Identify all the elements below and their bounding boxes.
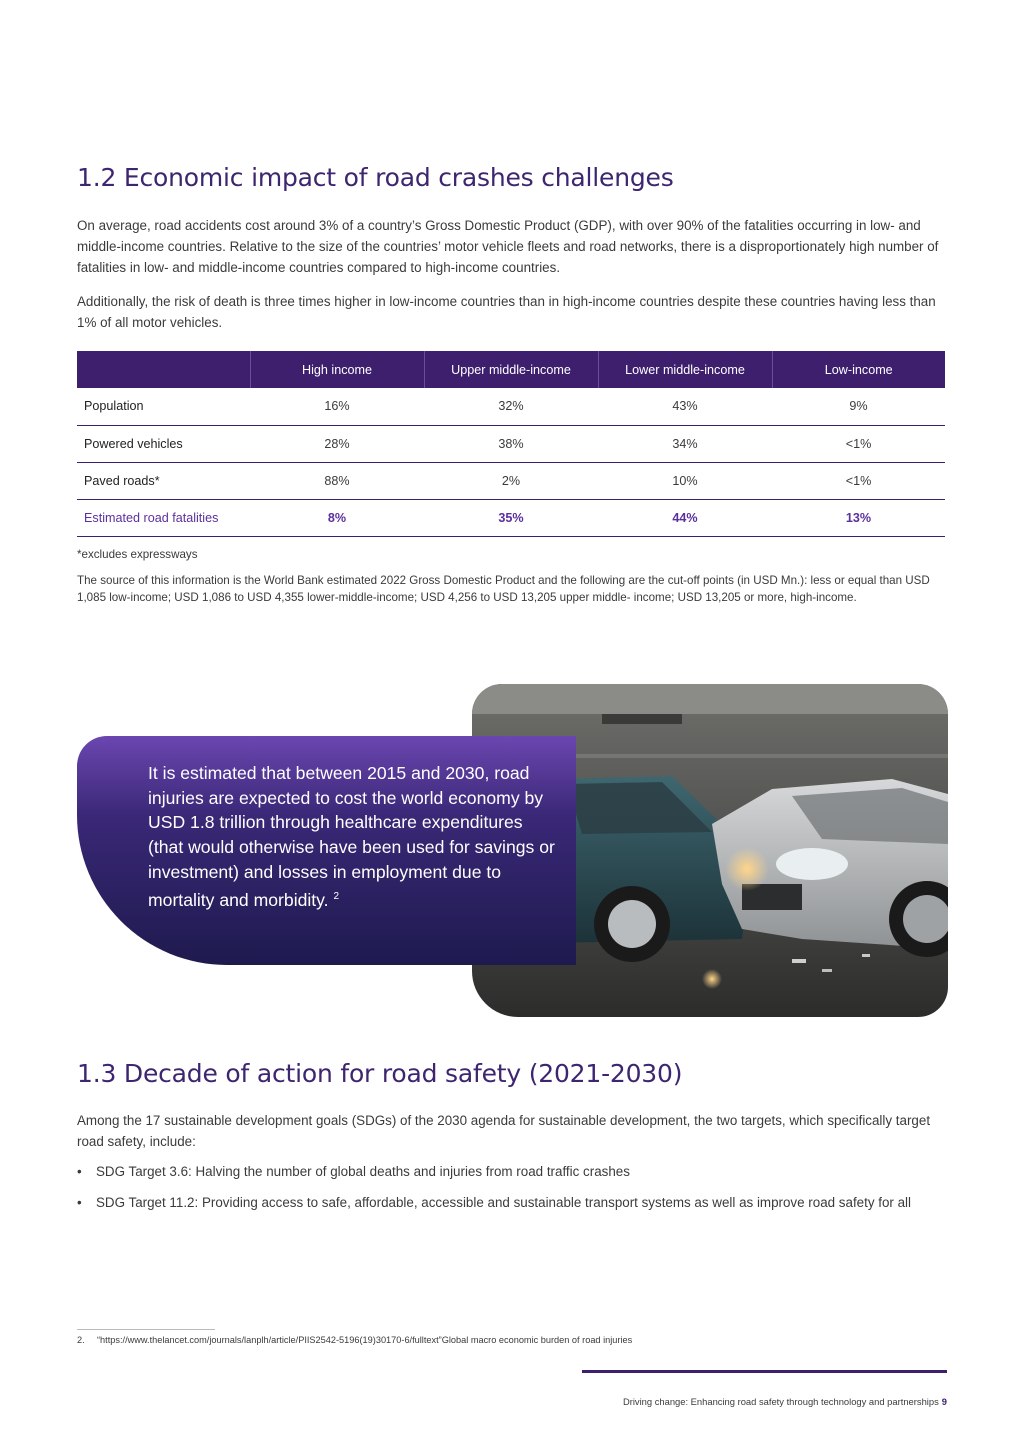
section-title-1-2: 1.2 Economic impact of road crashes challenges bbox=[77, 163, 674, 192]
row-label: Estimated road fatalities bbox=[77, 499, 250, 536]
table-source-note: The source of this information is the World Bank estimated 2022 Gross Domestic Product and the following are the cut-off points (in USD Mn.): less or equal than USD 1,085 low-income; USD 1,086 to USD 4,355 lower-middle-income; USD 4,256 to USD 13,205 upper middle- income; USD 13,205 or more, high-income. bbox=[77, 574, 930, 604]
sdg-targets-list bbox=[77, 1161, 947, 1223]
quote-reference: 2 bbox=[333, 890, 340, 902]
list-item-text: SDG Target 3.6: Halving the number of global deaths and injuries from road traffic crashes bbox=[96, 1164, 630, 1179]
table-cell: 32% bbox=[424, 388, 598, 425]
footer-title: Driving change: Enhancing road safety through technology and partnerships bbox=[622, 1396, 939, 1407]
table-cell: <1% bbox=[772, 425, 945, 462]
table-cell: 16% bbox=[250, 388, 424, 425]
footnote-divider bbox=[77, 1329, 215, 1330]
table-cell: 13% bbox=[772, 499, 945, 536]
list-item-text: SDG Target 11.2: Providing access to safe, affordable, accessible and sustainable transport systems as well as improve road safety for all bbox=[96, 1195, 912, 1210]
footer-divider bbox=[582, 1370, 947, 1373]
row-label: Population bbox=[77, 388, 250, 425]
page-footer bbox=[623, 1396, 947, 1407]
page-number: 9 bbox=[941, 1396, 947, 1407]
table-cell: 34% bbox=[598, 425, 772, 462]
table-row bbox=[77, 425, 945, 462]
section-title-1-3: 1.3 Decade of action for road safety (2021-2030) bbox=[77, 1059, 683, 1088]
table-header-high-income: High income bbox=[250, 351, 424, 388]
table-header-low-income: Low-income bbox=[772, 351, 945, 388]
table-cell: 43% bbox=[598, 388, 772, 425]
table-header-lower-middle-income: Lower middle-income bbox=[598, 351, 772, 388]
table-cell: 9% bbox=[772, 388, 945, 425]
table-cell: 38% bbox=[424, 425, 598, 462]
table-row bbox=[77, 388, 945, 425]
table-header-row bbox=[77, 351, 945, 388]
table-header-corner bbox=[77, 351, 250, 388]
table-cell: 88% bbox=[250, 462, 424, 499]
row-label: Powered vehicles bbox=[77, 425, 250, 462]
row-label: Paved roads* bbox=[77, 462, 250, 499]
paragraph-gdp-cost: On average, road accidents cost around 3% of a country’s Gross Domestic Product (GDP), with over 90% of the fatalities occurring in low- and middle-income countries. Relative to the size of the countries’ motor vehicle fleets and road networks, there is a disproportionately high number of fatalities in low- and middle-income countries compared to high-income countries. bbox=[77, 218, 939, 275]
table-row bbox=[77, 462, 945, 499]
table-footnote: *excludes expressways bbox=[77, 548, 198, 561]
list-item bbox=[77, 1161, 947, 1182]
list-item bbox=[77, 1192, 947, 1213]
footnote-number: 2. bbox=[77, 1335, 85, 1345]
income-comparison-table bbox=[77, 351, 945, 537]
quote-callout-text bbox=[148, 761, 558, 912]
footnote bbox=[77, 1335, 632, 1345]
table-cell: 35% bbox=[424, 499, 598, 536]
table-cell: <1% bbox=[772, 462, 945, 499]
table-cell: 28% bbox=[250, 425, 424, 462]
table-cell: 10% bbox=[598, 462, 772, 499]
paragraph-risk-of-death: Additionally, the risk of death is three times higher in low-income countries than in high-income countries despite these countries having less than 1% of all motor vehicles. bbox=[77, 294, 936, 330]
bullet-icon: • bbox=[77, 1164, 82, 1179]
table-cell: 2% bbox=[424, 462, 598, 499]
bullet-icon: • bbox=[77, 1195, 82, 1210]
table-cell: 44% bbox=[598, 499, 772, 536]
table-header-upper-middle-income: Upper middle-income bbox=[424, 351, 598, 388]
table-row-highlight bbox=[77, 499, 945, 536]
footnote-text: “https://www.thelancet.com/journals/lanplh/article/PIIS2542-5196(19)30170-6/fulltext”Global macro economic burden of road injuries bbox=[97, 1335, 633, 1345]
table-cell: 8% bbox=[250, 499, 424, 536]
quote-text: It is estimated that between 2015 and 2030, road injuries are expected to cost the world economy by USD 1.8 trillion through healthcare expenditures (that would otherwise have been used for savings or investment) and losses in employment due to mortality and morbidity. bbox=[148, 763, 555, 910]
paragraph-sdg-intro: Among the 17 sustainable development goals (SDGs) of the 2030 agenda for sustainable development, the two targets, which specifically target road safety, include: bbox=[77, 1113, 931, 1149]
